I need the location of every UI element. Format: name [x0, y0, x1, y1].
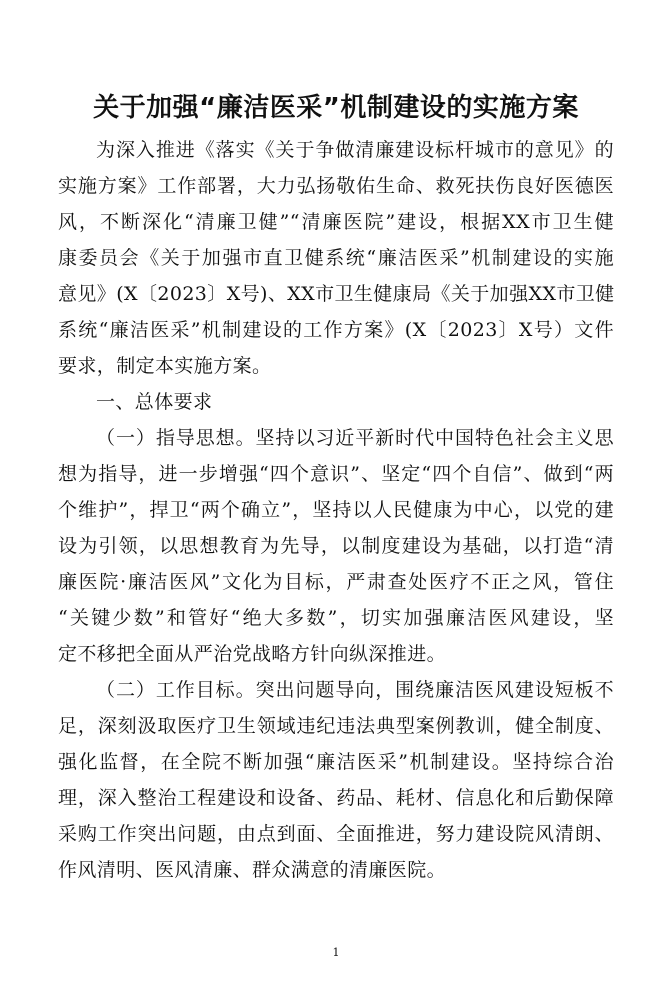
text-line: 采购工作突出问题，由点到面、全面推进，努力建设院风清朗、 — [58, 823, 614, 845]
paragraph-work-goals — [58, 672, 614, 888]
text-line: 为深入推进《落实《关于争做清廉建设标杆城市的意见》的 — [96, 139, 614, 161]
text-line: 意见》(X〔2023〕X号)、XX市卫生健康局《关于加强XX市卫健 — [58, 283, 615, 305]
text-line: （二）工作目标。突出问题导向，围绕廉洁医风建设短板不 — [96, 679, 614, 701]
text-line: 廉医院·廉洁医风”文化为目标，严肃查处医疗不正之风，管住 — [58, 571, 614, 593]
text-line: 风，不断深化“清廉卫健”“清廉医院”建设，根据XX市卫生健 — [58, 211, 614, 233]
text-line: 实施方案》工作部署，大力弘扬敬佑生命、救死扶伤良好医德医 — [58, 175, 614, 197]
paragraph-guiding-ideology — [58, 420, 614, 672]
section-heading — [58, 384, 614, 420]
paragraph-intro — [58, 132, 614, 384]
text-line: 系统“廉洁医采”机制建设的工作方案》(X〔2023〕X号）文件 — [58, 319, 614, 341]
text-line: 想为指导，进一步增强“四个意识”、坚定“四个自信”、做到“两 — [58, 463, 614, 485]
text-line: 康委员会《关于加强市直卫健系统“廉洁医采”机制建设的实施 — [58, 247, 614, 269]
document-body — [58, 132, 614, 888]
text-line: 个维护”，捍卫“两个确立”，坚持以人民健康为中心，以党的建 — [58, 499, 614, 521]
text-line: “关键少数”和管好“绝大多数”，切实加强廉洁医风建设，坚 — [58, 607, 614, 629]
document-title: 关于加强“廉洁医采”机制建设的实施方案 — [93, 93, 579, 123]
text-line: 要求，制定本实施方案。 — [58, 355, 272, 377]
text-line: 理，深入整治工程建设和设备、药品、耗材、信息化和后勤保障 — [58, 787, 614, 809]
heading-line: 一、总体要求 — [96, 391, 213, 413]
text-line: （一）指导思想。坚持以习近平新时代中国特色社会主义思 — [96, 427, 614, 449]
text-line: 设为引领，以思想教育为先导，以制度建设为基础，以打造“清 — [58, 535, 614, 557]
text-line: 足，深刻汲取医疗卫生领域违纪违法典型案例教训，健全制度、 — [58, 715, 614, 737]
text-line: 强化监督，在全院不断加强“廉洁医采”机制建设。坚持综合治 — [58, 751, 614, 773]
text-line: 作风清明、医风清廉、群众满意的清廉医院。 — [58, 859, 447, 881]
text-line: 定不移把全面从严治党战略方针向纵深推进。 — [58, 643, 447, 665]
page-number: 1 — [332, 946, 340, 959]
